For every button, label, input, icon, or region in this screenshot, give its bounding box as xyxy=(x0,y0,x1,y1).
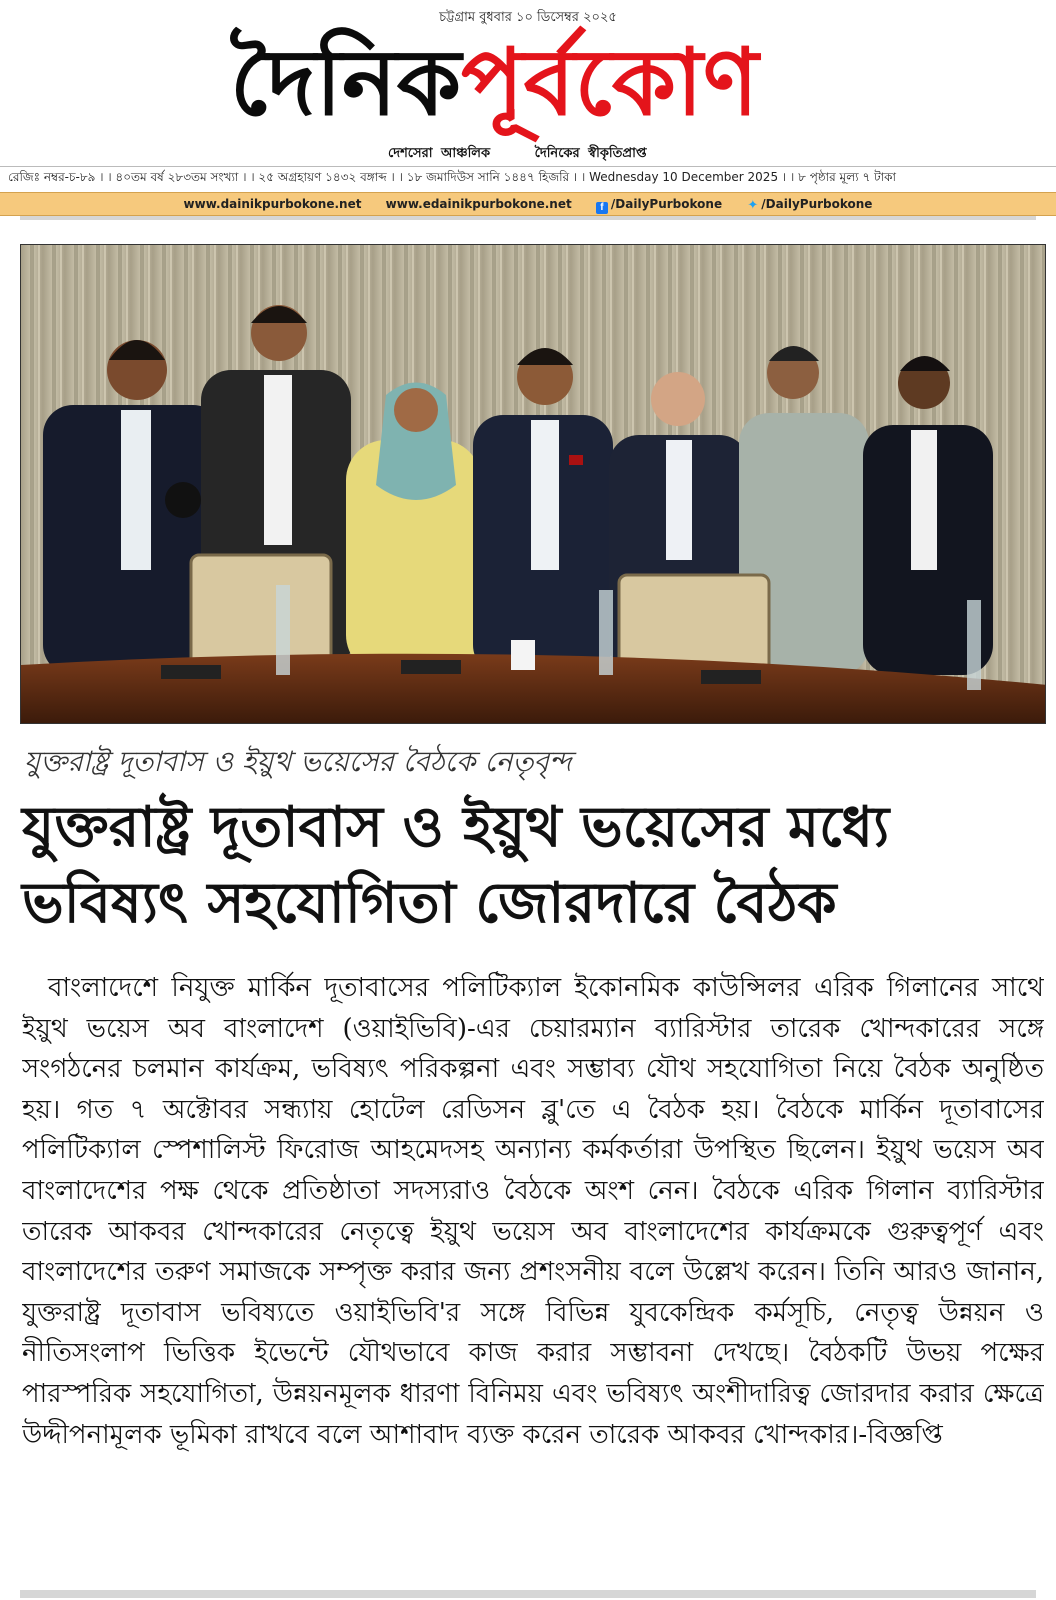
masthead-dainik: দৈনিক xyxy=(230,28,462,136)
headline-line-2: ভবিষ্যৎ সহযোগিতা জোরদারে বৈঠক xyxy=(22,871,837,936)
edition-link[interactable]: www.edainikpurbokone.net xyxy=(385,197,572,211)
twitter-icon: ✦ xyxy=(747,198,759,213)
facebook-icon: f xyxy=(596,202,608,214)
twitter-handle: /DailyPurbokone xyxy=(761,197,873,211)
headline xyxy=(22,790,1042,942)
web-links-bar xyxy=(0,192,1056,216)
photo-caption: যুক্তরাষ্ট্র দূতাবাস ও ইয়ুথ ভয়েসের বৈঠকে নেতৃবৃন্দ xyxy=(24,745,572,778)
tagline xyxy=(388,144,683,165)
facebook-link[interactable] xyxy=(596,197,722,211)
divider xyxy=(20,216,1036,220)
dateline: চট্টগ্রাম বুধবার ১০ ডিসেম্বর ২০২৫ xyxy=(439,10,617,25)
info-strip: রেজিঃ নম্বর-চ-৮৯ । । ৪০তম বর্ষ ২৮৩তম সংখ্যা । । ২৫ অগ্রহায়ণ ১৪৩২ বঙ্গাব্দ । । ১৮ জমাদিউস সানি ১৪৪৭ হিজরি । । Wednesday 10 December 2025 । । ৮ পৃষ্ঠার মূল্য ৭ টাকা xyxy=(0,166,1056,186)
facebook-handle: /DailyPurbokone xyxy=(610,197,723,211)
website-link[interactable]: www.dainikpurbokone.net xyxy=(183,197,362,211)
meeting-photo xyxy=(20,244,1046,724)
article-body: বাংলাদেশে নিযুক্ত মার্কিন দূতাবাসের পলিটিক্যাল ইকোনমিক কাউন্সিলর এরিক গিলানের সাথে ইয়ুথ ভয়েস অব বাংলাদেশ (ওয়াইভিবি)-এর চেয়ারম্যান ব্যারিস্টার তারেক খোন্দকারের সঙ্গে সংগঠনের চলমান কার্যক্রম, ভবিষ্যৎ পরিকল্পনা এবং সম্ভাব্য যৌথ সহযোগিতা নিয়ে বৈঠক অনুষ্ঠিত হয়। গত ৭ অক্টোবর সন্ধ্যায় হোটেল রেডিসন ব্লু'তে এ বৈঠক হয়। বৈঠকে মার্কিন দূতাবাসের পলিটিক্যাল স্পেশালিস্ট ফিরোজ আহমেদসহ অন্যান্য কর্মকর্তারা উপস্থিত ছিলেন। ইয়ুথ ভয়েস অব বাংলাদেশের পক্ষ থেকে প্রতিষ্ঠাতা সদস্যরাও বৈঠকে অংশ নেন। বৈঠকে এরিক গিলান ব্যারিস্টার তারেক আকবর খোন্দকারের নেতৃত্বে ইয়ুথ ভয়েস অব বাংলাদেশের কার্যক্রমকে গুরুত্বপূর্ণ এবং বাংলাদেশের তরুণ সমাজকে সম্পৃক্ত করার জন্য প্রশংসনীয় বলে উল্লেখ করেন। তিনি আরও জানান, যুক্তরাষ্ট্র দূতাবাস ভবিষ্যতে ওয়াইভিবি'র সঙ্গে বিভিন্ন যুবকেন্দ্রিক কর্মসূচি, নেতৃত্ব উন্নয়ন ও নীতিসংলাপ ভিত্তিক ইভেন্টে যৌথভাবে কাজ করার সম্ভাবনা দেখছে। বৈঠকটি উভয় পক্ষের পারস্পরিক সহযোগিতা, উন্নয়নমূলক ধারণা বিনিময় এবং ভবিষ্যৎ অংশীদারিত্ব জোরদার করার ক্ষেত্রে উদ্দীপনামূলক ভূমিকা রাখবে বলে আশাবাদ ব্যক্ত করেন তারেক আকবর খোন্দকার।-বিজ্ঞপ্তি xyxy=(22,973,1044,1450)
headline-line-1: যুক্তরাষ্ট্র দূতাবাস ও ইয়ুথ ভয়েসের মধ্যে xyxy=(22,795,890,860)
masthead-purbokone: পূর্বকোণ xyxy=(461,28,759,136)
meeting-photo-illustration xyxy=(21,245,1046,724)
twitter-link[interactable] xyxy=(746,197,872,211)
newspaper-masthead xyxy=(230,24,830,140)
tagline-right: দৈনিকের স্বীকৃতিপ্রাপ্ত xyxy=(534,146,647,161)
tagline-left: দেশসেরা আঞ্চলিক xyxy=(388,146,491,161)
bottom-divider xyxy=(20,1590,1036,1598)
